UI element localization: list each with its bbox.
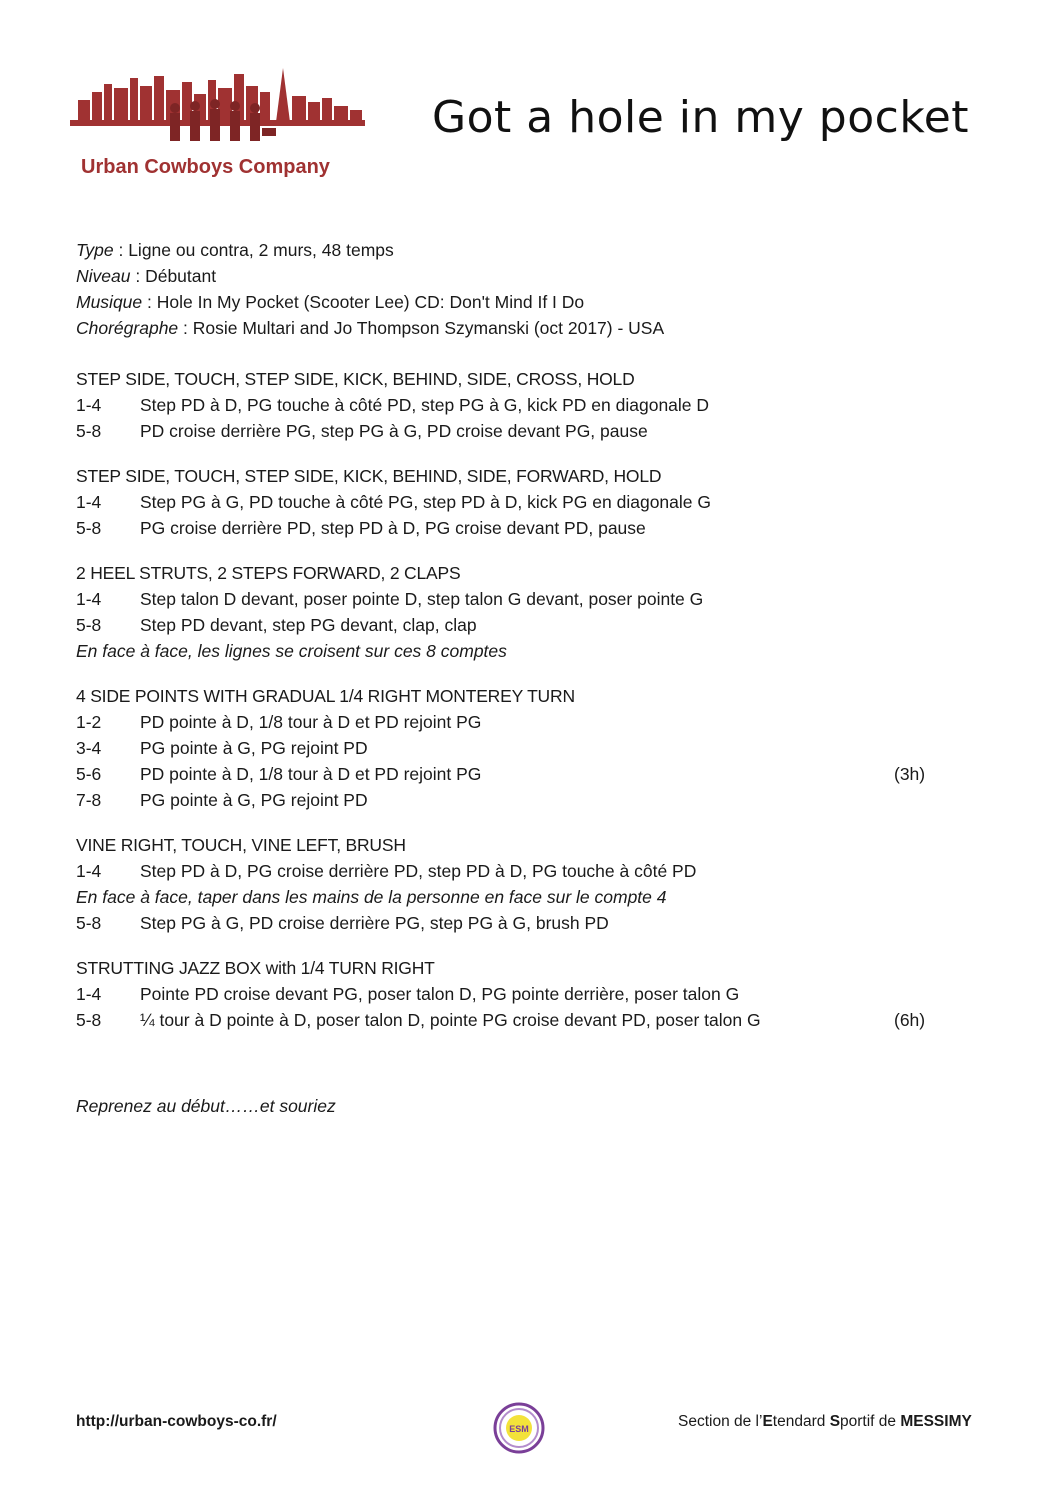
step-desc: Step PD devant, step PG devant, clap, clap (140, 615, 477, 635)
info-value: : Hole In My Pocket (Scooter Lee) CD: Don't Mind If I Do (142, 292, 585, 312)
step-row (76, 709, 936, 735)
step-row (76, 418, 936, 444)
step-row (76, 910, 936, 936)
step-desc: Step PG à G, PD croise derrière PG, step PG à G, brush PD (140, 913, 609, 933)
step-count: 1-4 (76, 589, 102, 609)
step-row (76, 586, 936, 612)
footer-mid1: tendard (772, 1413, 830, 1430)
step-section (76, 463, 936, 541)
info-value: : Ligne ou contra, 2 murs, 48 temps (113, 240, 394, 260)
company-name: Urban Cowboys Company (81, 156, 330, 178)
closing-note: Reprenez au début……et souriez (76, 1096, 336, 1116)
footer-section-text (678, 1413, 972, 1431)
step-desc: PD pointe à D, 1/8 tour à D et PD rejoint PG (140, 712, 482, 732)
info-value: : Débutant (130, 266, 217, 286)
info-line (76, 289, 664, 315)
footer-initial-e: E (762, 1413, 773, 1430)
info-line (76, 263, 664, 289)
page-title: Got a hole in my pocket (432, 92, 970, 143)
footer-initial-s: S (829, 1413, 841, 1430)
step-count: 5-6 (76, 764, 102, 784)
step-count: 5-8 (76, 1010, 102, 1030)
step-row (76, 981, 936, 1007)
step-count: 1-2 (76, 712, 102, 732)
section-title: STEP SIDE, TOUCH, STEP SIDE, KICK, BEHIND, SIDE, FORWARD, HOLD (76, 466, 662, 486)
section-title: VINE RIGHT, TOUCH, VINE LEFT, BRUSH (76, 835, 406, 855)
skyline-icon (70, 68, 365, 158)
step-section (76, 366, 936, 444)
step-desc: Step PD à D, PG croise derrière PD, step PD à D, PG touche à côté PD (140, 861, 697, 881)
footer-mid2: portif de (840, 1413, 901, 1430)
step-desc: Step PD à D, PG touche à côté PD, step PG à G, kick PD en diagonale D (140, 395, 710, 415)
step-row (76, 489, 936, 515)
step-desc: PG pointe à G, PG rejoint PD (140, 790, 368, 810)
step-row (76, 392, 936, 418)
step-count: 1-4 (76, 861, 102, 881)
info-label: Chorégraphe (76, 318, 179, 338)
step-count: 3-4 (76, 738, 102, 758)
esm-label: ESM (509, 1424, 529, 1434)
footer-prefix: Section de l’ (678, 1413, 763, 1430)
step-row (76, 735, 936, 761)
info-label: Type (76, 240, 114, 260)
step-count: 5-8 (76, 913, 102, 933)
website-link[interactable]: http://urban-cowboys-co.fr/ (76, 1413, 277, 1430)
step-count: 7-8 (76, 790, 102, 810)
step-desc: PD croise derrière PG, step PG à G, PD croise devant PG, pause (140, 421, 648, 441)
company-logo (70, 68, 365, 183)
step-section (76, 832, 936, 936)
step-desc: PG croise derrière PD, step PD à D, PG croise devant PD, pause (140, 518, 646, 538)
step-desc: Pointe PD croise devant PG, poser talon D, PG pointe derrière, poser talon G (140, 984, 740, 1004)
step-desc: PD pointe à D, 1/8 tour à D et PD rejoint PG (140, 764, 482, 784)
step-count: 1-4 (76, 395, 102, 415)
info-line (76, 237, 664, 263)
step-sheet (76, 366, 936, 1052)
step-section (76, 560, 936, 664)
step-note: (6h) (894, 1010, 926, 1030)
step-count: 5-8 (76, 421, 102, 441)
step-count: 5-8 (76, 518, 102, 538)
esm-logo-icon (493, 1402, 545, 1454)
step-desc: Step PG à G, PD touche à côté PG, step PD à D, kick PG en diagonale G (140, 492, 711, 512)
section-remark: En face à face, taper dans les mains de la personne en face sur le compte 4 (76, 887, 667, 907)
step-row (76, 1007, 936, 1033)
step-section (76, 683, 936, 813)
step-count: 1-4 (76, 492, 102, 512)
section-title: 2 HEEL STRUTS, 2 STEPS FORWARD, 2 CLAPS (76, 563, 461, 583)
step-row (76, 858, 936, 884)
section-remark: En face à face, les lignes se croisent sur ces 8 comptes (76, 641, 507, 661)
step-desc: ¼ tour à D pointe à D, poser talon D, pointe PG croise devant PD, poser talon G (140, 1010, 761, 1030)
info-label: Niveau (76, 266, 131, 286)
step-desc: PG pointe à G, PG rejoint PD (140, 738, 368, 758)
section-title: STRUTTING JAZZ BOX with 1/4 TURN RIGHT (76, 958, 435, 978)
step-section (76, 955, 936, 1033)
info-line (76, 315, 664, 341)
info-value: : Rosie Multari and Jo Thompson Szymanski (oct 2017) - USA (178, 318, 665, 338)
step-row (76, 612, 936, 638)
dance-info (76, 237, 664, 341)
step-desc: Step talon D devant, poser pointe D, step talon G devant, poser pointe G (140, 589, 704, 609)
step-note: (3h) (894, 764, 926, 784)
section-title: STEP SIDE, TOUCH, STEP SIDE, KICK, BEHIND, SIDE, CROSS, HOLD (76, 369, 635, 389)
section-title: 4 SIDE POINTS WITH GRADUAL 1/4 RIGHT MONTEREY TURN (76, 686, 575, 706)
step-row (76, 787, 936, 813)
info-label: Musique (76, 292, 143, 312)
step-row (76, 515, 936, 541)
step-count: 5-8 (76, 615, 102, 635)
step-count: 1-4 (76, 984, 102, 1004)
step-row (76, 761, 936, 787)
footer-messimy: MESSIMY (900, 1413, 972, 1430)
